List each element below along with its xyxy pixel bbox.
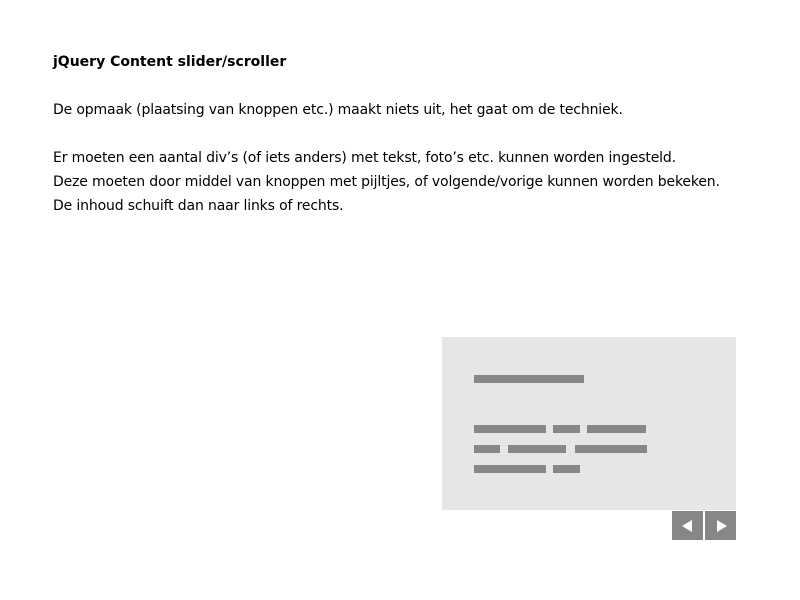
requirement-line-3: De inhoud schuift dan naar links of rechts. [53, 198, 344, 214]
placeholder-text-bar [474, 445, 500, 453]
placeholder-text-bar [474, 425, 546, 433]
placeholder-heading-bar [474, 375, 584, 383]
arrow-left-icon [682, 520, 692, 532]
previous-button[interactable] [672, 511, 703, 540]
next-button[interactable] [705, 511, 736, 540]
paragraph-layout-note: De opmaak (plaatsing van knoppen etc.) maakt niets uit, het gaat om de techniek. [53, 102, 623, 118]
placeholder-text-bar [508, 445, 566, 453]
requirement-line-1: Er moeten een aantal div’s (of iets anders) met tekst, foto’s etc. kunnen worden ingesteld. [53, 150, 676, 166]
paragraph-requirements [53, 146, 720, 218]
requirement-line-2: Deze moeten door middel van knoppen met pijltjes, of volgende/vorige kunnen worden bekeken. [53, 174, 720, 190]
placeholder-text-bar [474, 465, 546, 473]
arrow-right-icon [717, 520, 727, 532]
placeholder-text-bar [575, 445, 647, 453]
placeholder-text-bar [553, 465, 580, 473]
slider-mockup-panel [442, 337, 736, 510]
placeholder-text-bar [553, 425, 580, 433]
placeholder-text-bar [587, 425, 646, 433]
document-title: jQuery Content slider/scroller [53, 54, 287, 70]
